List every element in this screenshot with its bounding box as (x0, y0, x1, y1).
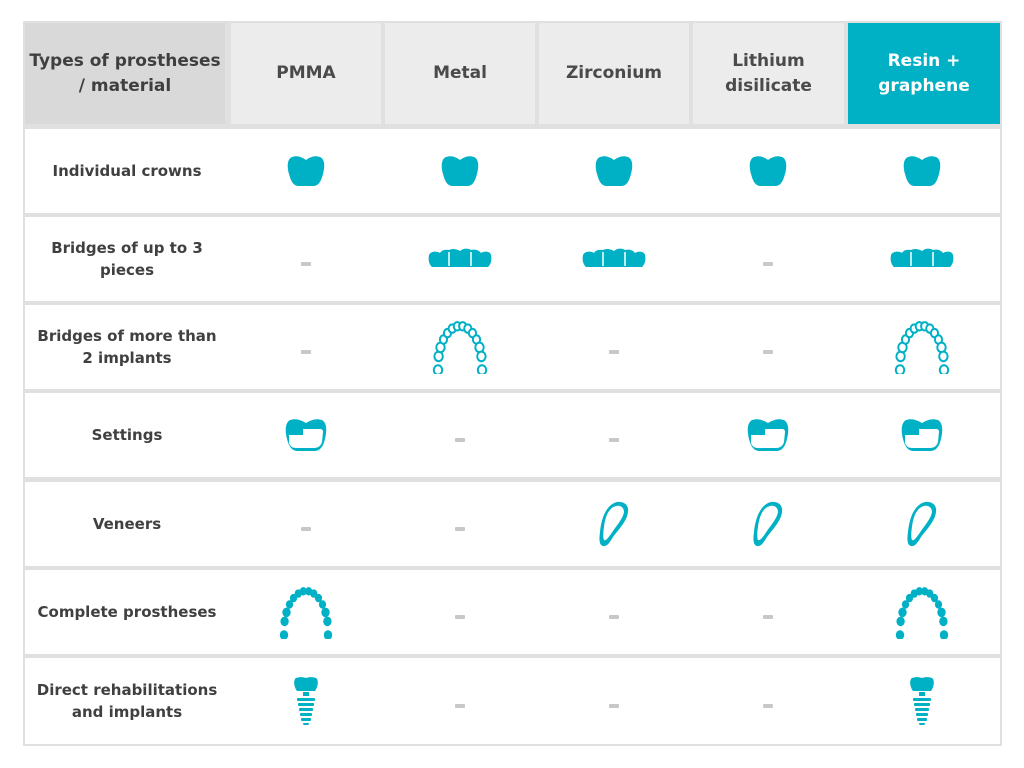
not-applicable-dash (609, 438, 619, 442)
column-header-pmma (231, 23, 381, 124)
table-cell (845, 393, 999, 477)
not-applicable-dash (763, 704, 773, 708)
row-label: Bridges of up to 3 pieces (51, 239, 203, 279)
table-cell (691, 393, 845, 477)
column-header-label: Metal (433, 63, 487, 83)
not-applicable-dash (763, 262, 773, 266)
table-cell (537, 658, 691, 744)
crown-icon (748, 155, 788, 187)
row-label: Individual crowns (52, 162, 202, 180)
inlay-icon (899, 417, 945, 453)
table-cell (383, 129, 537, 213)
not-applicable-dash (455, 527, 465, 531)
inlay-icon (283, 417, 329, 453)
table-cell (383, 305, 537, 389)
table-row (25, 217, 1000, 301)
table-cell (537, 570, 691, 654)
table-cell (229, 217, 383, 301)
table-cell (537, 217, 691, 301)
table-row (25, 129, 1000, 213)
table-cell (383, 658, 537, 744)
column-header-label: Zirconium (565, 63, 663, 83)
table-cell (691, 658, 845, 744)
not-applicable-dash (609, 704, 619, 708)
veneer-icon (905, 499, 939, 549)
table-cell (845, 129, 999, 213)
column-header-label: Resin + graphene (878, 50, 970, 96)
bridge-icon (581, 248, 647, 270)
not-applicable-dash (301, 527, 311, 531)
column-header-resin-graphene (848, 23, 1000, 124)
not-applicable-dash (455, 438, 465, 442)
crown-icon (440, 155, 480, 187)
table-row (25, 658, 1000, 744)
crown-icon (594, 155, 634, 187)
table-cell (691, 305, 845, 389)
not-applicable-dash (763, 615, 773, 619)
table-cell (537, 129, 691, 213)
crown-icon (902, 155, 942, 187)
table-cell (229, 393, 383, 477)
arch-outline-icon (894, 320, 950, 374)
column-header-metal (385, 23, 535, 124)
table-row (25, 393, 1000, 477)
table-cell (691, 129, 845, 213)
column-header-lithium-disilicate (693, 23, 844, 124)
row-label: Bridges of more than 2 implants (37, 327, 217, 367)
table-row (25, 305, 1000, 389)
column-header-label: PMMA (276, 63, 336, 83)
table-cell (691, 570, 845, 654)
column-header-label: Lithium disilicate (725, 50, 812, 96)
table-cell (691, 482, 845, 566)
table-cell (537, 482, 691, 566)
table-cell (691, 217, 845, 301)
table-cell (845, 217, 999, 301)
table-cell (229, 482, 383, 566)
column-header-zirconium (539, 23, 689, 124)
not-applicable-dash (301, 350, 311, 354)
table-cell (537, 305, 691, 389)
row-label: Settings (91, 426, 163, 444)
table-row (25, 482, 1000, 566)
corner-header-label: Types of prostheses / material (29, 50, 221, 96)
row-label: Complete prostheses (37, 603, 217, 621)
not-applicable-dash (455, 704, 465, 708)
arch-solid-icon (278, 585, 334, 639)
table-cell (845, 570, 999, 654)
crown-icon (286, 155, 326, 187)
not-applicable-dash (763, 350, 773, 354)
table-cell (383, 482, 537, 566)
not-applicable-dash (609, 350, 619, 354)
arch-outline-icon (432, 320, 488, 374)
table-cell (537, 393, 691, 477)
table-cell (229, 129, 383, 213)
table-cell (229, 570, 383, 654)
inlay-icon (745, 417, 791, 453)
corner-header (25, 23, 225, 124)
not-applicable-dash (301, 262, 311, 266)
bridge-icon (427, 248, 493, 270)
implant-icon (908, 674, 936, 728)
table-cell (229, 305, 383, 389)
table-row (25, 570, 1000, 654)
arch-solid-icon (894, 585, 950, 639)
veneer-icon (597, 499, 631, 549)
implant-icon (292, 674, 320, 728)
veneer-icon (751, 499, 785, 549)
table-cell (229, 658, 383, 744)
table-cell (845, 482, 999, 566)
row-label: Veneers (92, 515, 162, 533)
not-applicable-dash (609, 615, 619, 619)
table-cell (845, 305, 999, 389)
table-cell (383, 570, 537, 654)
table-cell (383, 393, 537, 477)
not-applicable-dash (455, 615, 465, 619)
bridge-icon (889, 248, 955, 270)
table-cell (845, 658, 999, 744)
comparison-table (23, 21, 1002, 746)
table-cell (383, 217, 537, 301)
row-label: Direct rehabilitations and implants (36, 681, 218, 721)
